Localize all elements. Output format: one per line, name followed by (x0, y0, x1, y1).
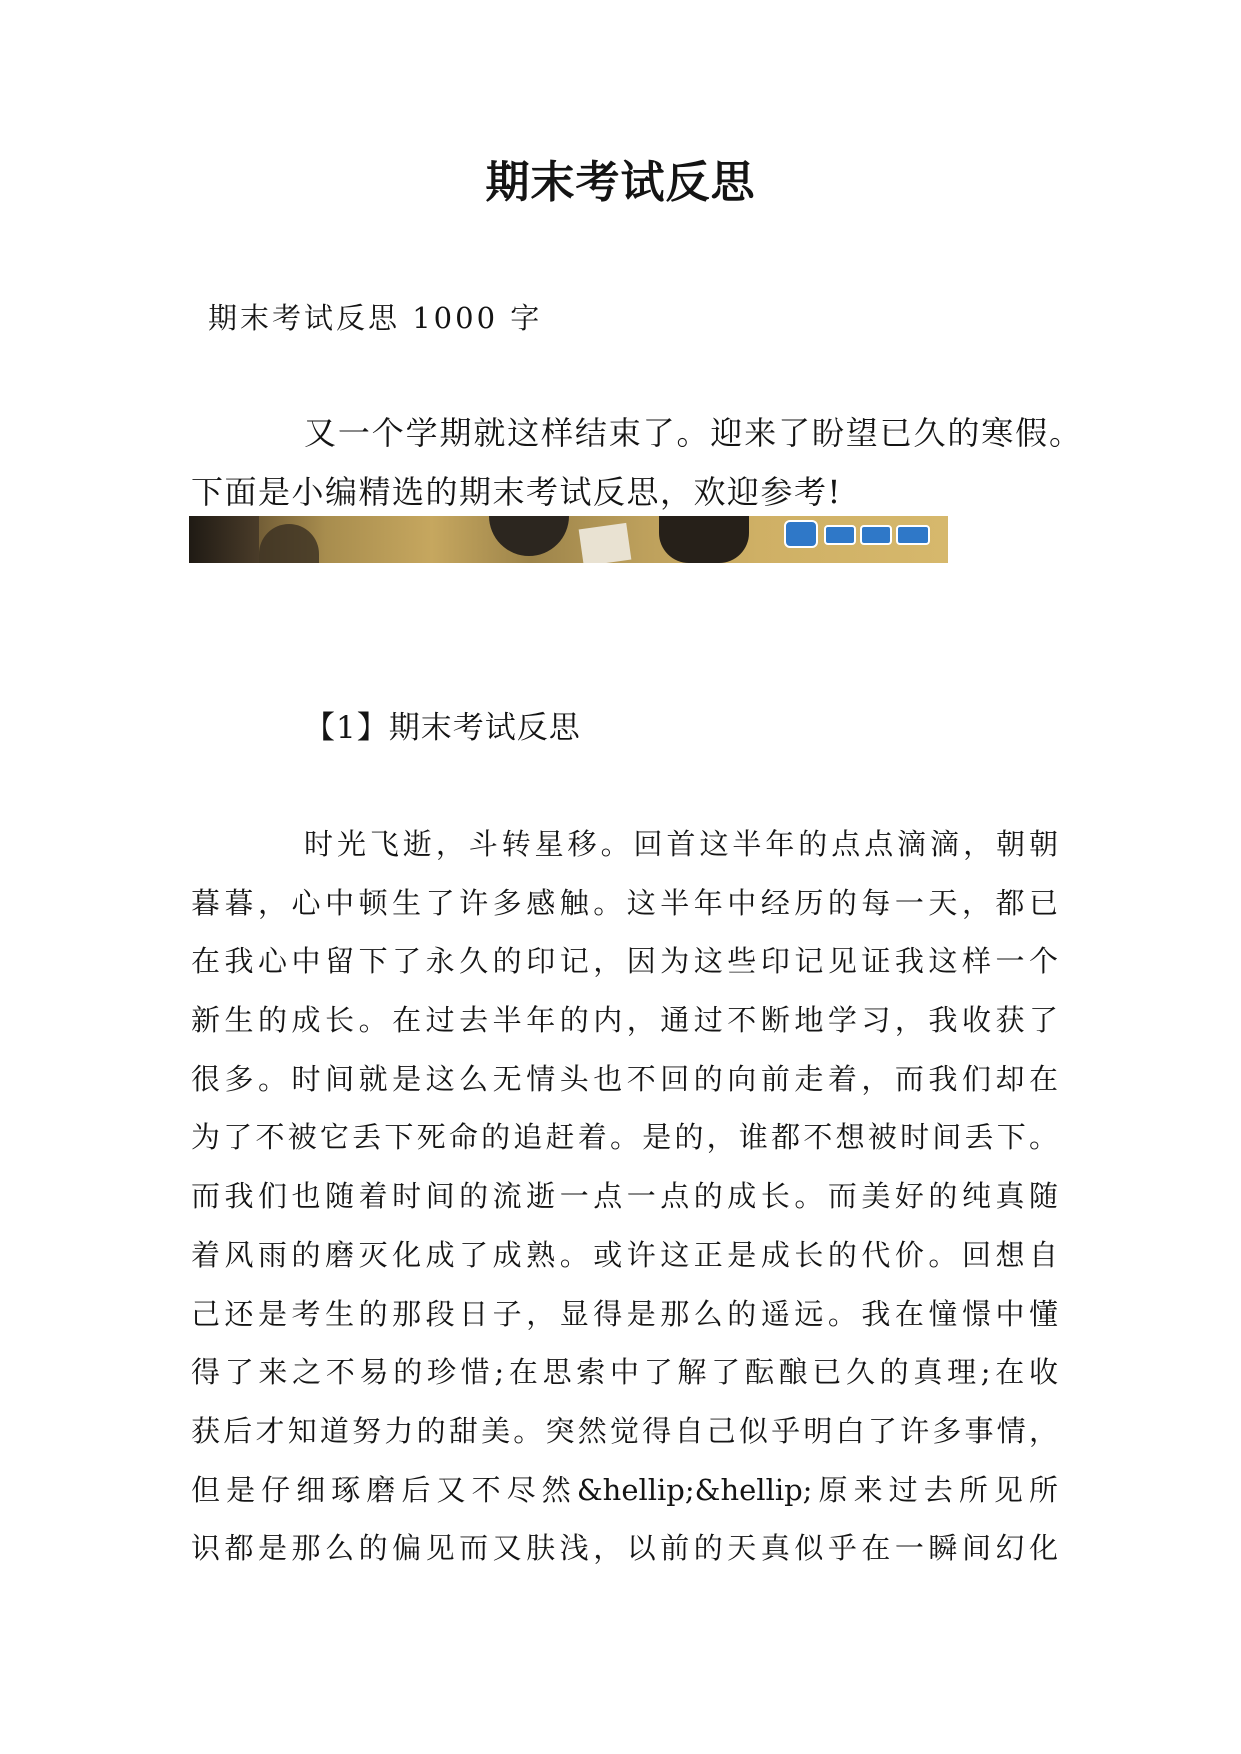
paragraph-line: 识都是那么的偏见而又肤浅，以前的天真似乎在一瞬间幻化 (191, 1531, 1058, 1566)
image-shadow-region (259, 524, 319, 563)
logo-mark (896, 525, 930, 545)
paragraph-line: 很多。时间就是这么无情头也不回的向前走着，而我们却在 (191, 1061, 1058, 1096)
intro-paragraph (191, 404, 1081, 522)
section-heading: 【1】期末考试反思 (304, 710, 581, 746)
paragraph-line: 新生的成长。在过去半年的内，通过不断地学习，我收获了 (191, 1003, 1058, 1038)
paragraph-line: 为了不被它丢下死命的追赶着。是的，谁都不想被时间丢下。 (191, 1120, 1058, 1155)
image-figure (659, 516, 749, 563)
logo-icon (784, 520, 818, 548)
image-figure (489, 516, 569, 556)
paragraph-line: 暮暮，心中顿生了许多感触。这半年中经历的每一天，都已 (191, 885, 1058, 920)
intro-line: 又一个学期就这样结束了。迎来了盼望已久的寒假。 (304, 414, 1081, 452)
image-paper (579, 523, 632, 563)
intro-line: 下面是小编精选的期末考试反思，欢迎参考! (191, 473, 842, 511)
article-image (189, 516, 948, 563)
watermark-logo (784, 520, 934, 548)
section-paragraph (191, 815, 1058, 1578)
paragraph-line: 时光飞逝，斗转星移。回首这半年的点点滴滴，朝朝 (304, 827, 1058, 861)
paragraph-line: 着风雨的磨灭化成了成熟。或许这正是成长的代价。回想自 (191, 1237, 1058, 1272)
page-title: 期末考试反思 (485, 157, 756, 208)
document-subtitle: 期末考试反思 1000 字 (208, 301, 543, 335)
logo-mark (860, 525, 892, 545)
logo-mark (824, 525, 856, 545)
paragraph-line: 而我们也随着时间的流逝一点一点的成长。而美好的纯真随 (191, 1179, 1058, 1214)
image-shadow-region (189, 516, 259, 563)
paragraph-line: 获后才知道努力的甜美。突然觉得自己似乎明白了许多事情， (191, 1413, 1058, 1448)
paragraph-line: 己还是考生的那段日子，显得是那么的遥远。我在憧憬中懂 (191, 1296, 1058, 1331)
paragraph-line: 得了来之不易的珍惜;在思索中了解了酝酿已久的真理;在收 (191, 1355, 1058, 1390)
paragraph-line: 在我心中留下了永久的印记，因为这些印记见证我这样一个 (191, 944, 1058, 979)
paragraph-line: 但是仔细琢磨后又不尽然&hellip;&hellip;原来过去所见所 (191, 1472, 1058, 1507)
